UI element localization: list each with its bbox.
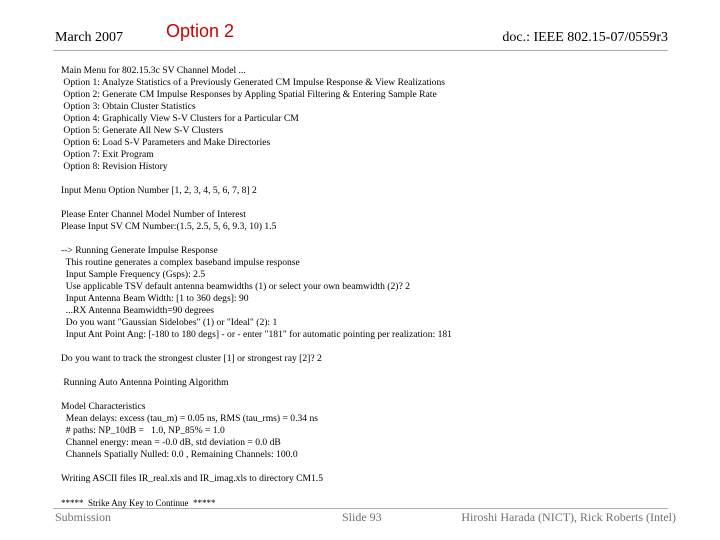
header-divider [53,50,668,51]
impulse-line: This routine generates a complex baseband impulse response [61,257,300,268]
menu-option: Option 7: Exit Program [61,149,154,160]
characteristics-line: Channels Spatially Nulled: 0.0 , Remaining Channels: 100.0 [61,449,298,460]
impulse-line: --> Running Generate Impulse Response [61,245,218,256]
characteristics-line: Channel energy: mean = -0.0 dB, std deviation = 0.0 dB [61,437,281,448]
header-date: March 2007 [55,30,124,45]
impulse-line: Input Ant Point Ang: [-180 to 180 degs] - or - enter "181" for automatic pointing per realization: 181 [61,329,452,340]
slide-title: Option 2 [166,21,235,41]
footer-divider [53,508,668,509]
menu-option: Option 2: Generate CM Impulse Responses by Appling Spatial Filtering & Entering Sample Rate [61,89,437,100]
characteristics-line: Model Characteristics [61,401,146,412]
footer-authors: Hiroshi Harada (NICT), Rick Roberts (Intel) [461,510,676,524]
menu-option: Option 3: Obtain Cluster Statistics [61,101,196,112]
impulse-line: Do you want "Gaussian Sidelobes" (1) or "Ideal" (2): 1 [61,317,278,328]
menu-option: Option 6: Load S-V Parameters and Make Directories [61,137,271,148]
writing-line: Writing ASCII files IR_real.xls and IR_imag.xls to directory CM1.5 [61,473,324,484]
footer-submission: Submission [55,510,112,524]
cm-prompt-line: Please Enter Channel Model Number of Interest [61,209,246,220]
characteristics-line: # paths: NP_10dB = 1.0, NP_85% = 1.0 [61,425,225,436]
strike-key-line: ***** Strike Any Key to Continue ***** [61,498,216,508]
console-output [61,65,452,509]
menu-title: Main Menu for 802.15.3c SV Channel Model ... [61,65,246,76]
menu-option: Option 1: Analyze Statistics of a Previously Generated CM Impulse Response & View Realizations [61,77,445,88]
track-prompt: Do you want to track the strongest cluster [1] or strongest ray [2]? 2 [61,353,322,364]
auto-pointing-line: Running Auto Antenna Pointing Algorithm [61,377,229,388]
impulse-line: Input Antenna Beam Width: [1 to 360 degs]: 90 [61,293,249,304]
menu-prompt: Input Menu Option Number [1, 2, 3, 4, 5, 6, 7, 8] 2 [61,185,257,196]
slide-number: Slide 93 [342,510,382,524]
cm-prompt-line: Please Input SV CM Number:(1.5, 2.5, 5, 6, 9.3, 10) 1.5 [61,221,277,232]
impulse-line: Use applicable TSV default antenna beamwidths (1) or select your own beamwidth (2)? 2 [61,281,410,292]
characteristics-line: Mean delays: excess (tau_m) = 0.05 ns, RMS (tau_rms) = 0.34 ns [61,413,319,424]
menu-option: Option 8: Revision History [61,161,168,172]
menu-option: Option 5: Generate All New S-V Clusters [61,125,224,136]
impulse-line: Input Sample Frequency (Gsps): 2.5 [61,269,206,280]
menu-option: Option 4: Graphically View S-V Clusters for a Particular CM [61,113,299,124]
impulse-line: ...RX Antenna Beamwidth=90 degrees [61,305,215,316]
document-id: doc.: IEEE 802.15-07/0559r3 [502,30,668,45]
